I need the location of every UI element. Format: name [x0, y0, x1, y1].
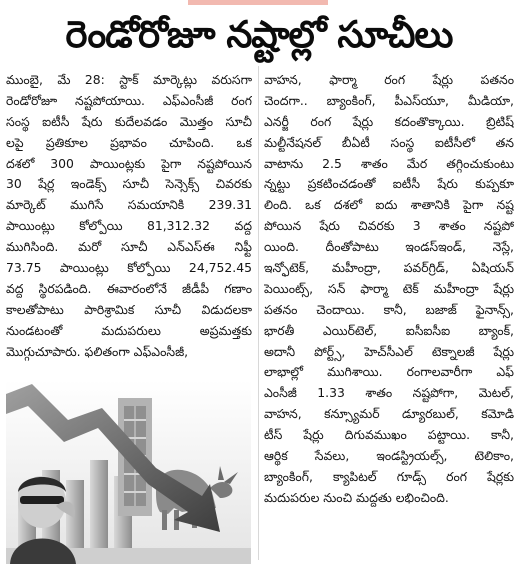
article-line: ఇన్ఫోటెక్, మహీంద్రా, పవర్‌గ్రిడ్, ఏషియన్	[264, 260, 514, 276]
article-line: మొగ్గుచూపారు. ఫలితంగా ఎఫ్ఎంసీజీ,	[6, 343, 189, 359]
article-line: యింది. దీంతోపాటు ఇండస్‌ఇండ్, నెస్లే,	[264, 239, 514, 255]
article-line: రెండోరోజూ నష్టపోయాయి. ఎఫ్ఎంసీజీ రంగ	[6, 92, 252, 108]
article-line: ఎంసీజీ 1.33 శాతం నష్టపోగా, మెటల్,	[264, 385, 514, 401]
article-line: వాహన, ఫార్మా రంగ షేర్లు పతనం	[264, 72, 514, 87]
article-line: బ్యాంకింగ్, క్యాపిటల్ గూడ్స్ రంగ షేర్లకు	[264, 468, 514, 484]
article-line: లాభాల్లో ముగిశాయి. రంగాలవారీగా ఎఫ్	[264, 364, 514, 380]
article-line: పెయింట్స్, సన్ ఫార్మా టెక్ మహీంద్రా షేర్లు	[264, 280, 514, 296]
article-line: ఆర్థిక సేవలు, ఇండస్ట్రియల్స్, టెలికాం,	[264, 448, 514, 464]
article-line: చెందగా.. బ్యాంకింగ్, పీఎస్‌యూ, మీడియా,	[264, 92, 514, 108]
dateline: ముంబై, మే 28:	[6, 72, 105, 87]
column-divider	[258, 66, 259, 560]
article-line: ముగిసింది. మరో సూచీ ఎన్ఎస్ఈ నిఫ్టీ	[6, 239, 252, 255]
market-illustration	[6, 380, 251, 564]
article-line: మల్టీనేషనల్ బీఏటీ సంస్థ ఐటీసీలో తన	[264, 134, 514, 150]
article-line: 30 షేర్ల ఇండెక్స్ సూచీ సెన్సెక్స్ చివరకు	[6, 176, 252, 192]
article-line: వాటాను 2.5 శాతం మేర తగ్గించుకుంటు	[264, 155, 514, 171]
article-line: పోయిన షేరు చివరకు 3 శాతం నష్టపో	[264, 218, 514, 234]
article-line: కాలతోపాటు పారిశ్రామిక సూచీ విడుదలకా	[6, 301, 252, 317]
article-line: ముంబై, మే 28: స్టాక్ మార్కెట్లు వరుసగా	[6, 72, 252, 87]
article-line: టీస్ షేర్లు దిగువముఖం పట్టాయి. కానీ,	[264, 427, 514, 443]
headline: రెండోరోజూ నష్టాల్లో సూచీలు	[65, 13, 453, 56]
article-line: లపై ప్రతికూల ప్రభావం చూపింది. ఒక	[6, 134, 252, 150]
left-column	[6, 70, 252, 362]
article-line: నుండటంతో మదుపరులు అప్రమత్తకు	[6, 322, 252, 338]
article-line: మదుపరుల నుంచి మద్దతు లభించింది.	[264, 489, 449, 505]
article-line: అదానీ పోర్ట్స్, హెచ్‌సీఎల్ టెక్నాలజీ షేర్లు	[264, 343, 514, 359]
article-line: 73.75 పాయింట్లు కోల్పోయి 24,752.45	[6, 260, 252, 276]
article-line: దశలో 300 పాయింట్లకు పైగా నష్టపోయిన	[6, 155, 252, 171]
article-line: వద్ద స్థిరపడింది. ఈవారంలోనే జీడీపీ గణాం	[6, 280, 252, 296]
article-line: పాయింట్లు కోల్పోయి 81,312.32 వద్ద	[6, 218, 252, 234]
article-line: భారతీ ఎయిర్‌టెల్, ఐసీఐసీఐ బ్యాంక్,	[264, 322, 514, 338]
article-line: సంస్థ ఐటీసీ షేరు కుదేలవడం మొత్తం సూచీ	[6, 113, 252, 129]
article-line: లింది. ఒక దశలో ఐదు శాతానికి పైగా నష్ట	[264, 197, 514, 213]
top-accent-bar	[188, 0, 328, 5]
article-line: మార్కెట్ ముగిసే సమయానికి 239.31	[6, 197, 252, 213]
right-column	[264, 70, 514, 509]
article-line: వాహన, కన్స్యూమర్ డ్యూరబుల్, కమోడి	[264, 406, 514, 422]
article-line: పతనం చెందాయి. కానీ, బజాజ్ ఫైనాన్స్,	[264, 301, 514, 317]
article-line: ఎనర్జీ రంగ షేర్లు కదంతొక్కాయి. బ్రిటిష్	[264, 113, 514, 129]
article-line: న్నట్టు ప్రకటించడంతో ఐటీసీ షేరు కుప్పకూ	[264, 176, 514, 192]
